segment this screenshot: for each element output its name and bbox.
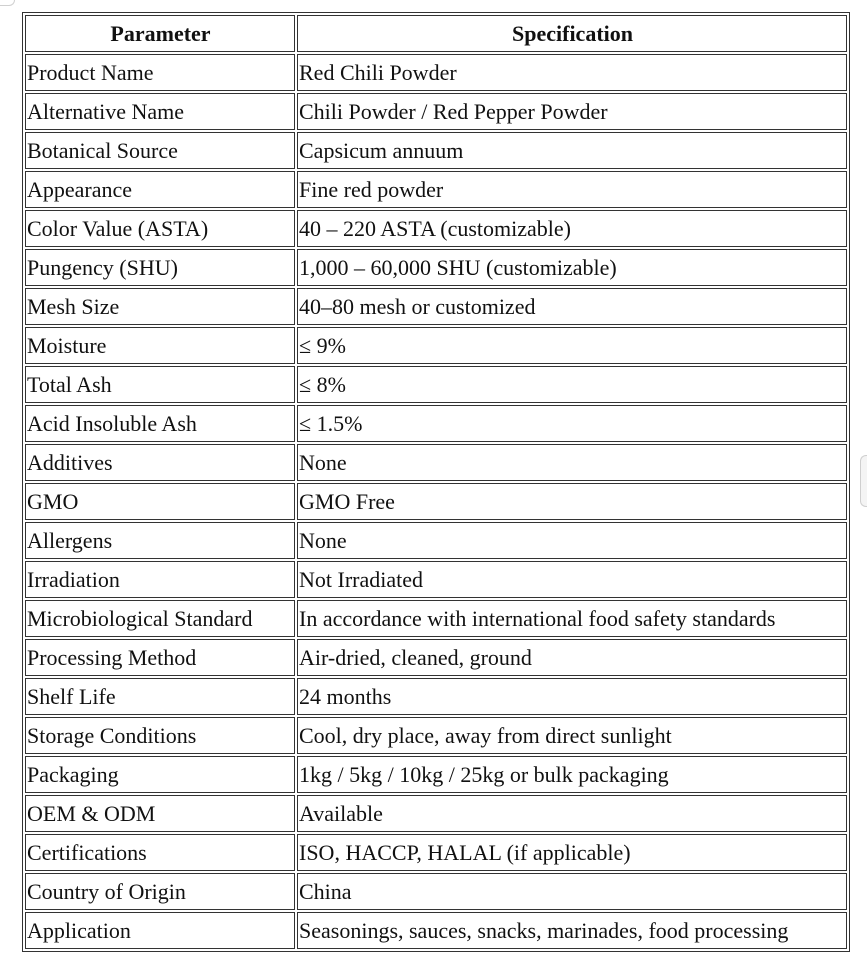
window-corner	[0, 0, 15, 6]
column-header-parameter: Parameter	[25, 15, 295, 52]
specification-cell: 24 months	[297, 678, 847, 715]
specification-cell: Chili Powder / Red Pepper Powder	[297, 93, 847, 130]
specification-cell: ≤ 1.5%	[297, 405, 847, 442]
parameter-cell: Additives	[25, 444, 295, 481]
table-header-row	[25, 15, 847, 52]
specification-cell: 1,000 – 60,000 SHU (customizable)	[297, 249, 847, 286]
table-row	[25, 93, 847, 130]
column-header-specification: Specification	[297, 15, 847, 52]
table-row	[25, 522, 847, 559]
table-row	[25, 132, 847, 169]
table-row	[25, 54, 847, 91]
table-row	[25, 873, 847, 910]
specification-cell: China	[297, 873, 847, 910]
spec-table	[22, 12, 850, 952]
parameter-cell: Alternative Name	[25, 93, 295, 130]
specification-cell: ISO, HACCP, HALAL (if applicable)	[297, 834, 847, 871]
table-row	[25, 912, 847, 949]
side-panel-handle[interactable]	[860, 455, 867, 507]
parameter-cell: Country of Origin	[25, 873, 295, 910]
parameter-cell: OEM & ODM	[25, 795, 295, 832]
specification-cell: Available	[297, 795, 847, 832]
specification-cell: Fine red powder	[297, 171, 847, 208]
spec-table-body	[25, 54, 847, 949]
table-row	[25, 483, 847, 520]
table-row	[25, 171, 847, 208]
parameter-cell: Appearance	[25, 171, 295, 208]
specification-cell: None	[297, 522, 847, 559]
table-row	[25, 795, 847, 832]
parameter-cell: Color Value (ASTA)	[25, 210, 295, 247]
table-row	[25, 327, 847, 364]
specification-cell: Cool, dry place, away from direct sunlight	[297, 717, 847, 754]
parameter-cell: Acid Insoluble Ash	[25, 405, 295, 442]
specification-cell: None	[297, 444, 847, 481]
parameter-cell: Pungency (SHU)	[25, 249, 295, 286]
table-row	[25, 288, 847, 325]
parameter-cell: Packaging	[25, 756, 295, 793]
specification-cell: ≤ 8%	[297, 366, 847, 403]
parameter-cell: Shelf Life	[25, 678, 295, 715]
table-row	[25, 834, 847, 871]
parameter-cell: Moisture	[25, 327, 295, 364]
table-row	[25, 717, 847, 754]
specification-cell: Red Chili Powder	[297, 54, 847, 91]
parameter-cell: Microbiological Standard	[25, 600, 295, 637]
table-row	[25, 678, 847, 715]
parameter-cell: Botanical Source	[25, 132, 295, 169]
specification-cell: Not Irradiated	[297, 561, 847, 598]
table-row	[25, 444, 847, 481]
specification-cell: In accordance with international food safety standards	[297, 600, 847, 637]
spec-table-container	[22, 12, 850, 952]
specification-cell: Air-dried, cleaned, ground	[297, 639, 847, 676]
parameter-cell: Irradiation	[25, 561, 295, 598]
parameter-cell: Certifications	[25, 834, 295, 871]
parameter-cell: Allergens	[25, 522, 295, 559]
specification-cell: Seasonings, sauces, snacks, marinades, food processing	[297, 912, 847, 949]
parameter-cell: Storage Conditions	[25, 717, 295, 754]
table-row	[25, 405, 847, 442]
specification-cell: GMO Free	[297, 483, 847, 520]
specification-cell: Capsicum annuum	[297, 132, 847, 169]
table-row	[25, 210, 847, 247]
table-row	[25, 756, 847, 793]
table-row	[25, 366, 847, 403]
table-row	[25, 600, 847, 637]
specification-cell: 40 – 220 ASTA (customizable)	[297, 210, 847, 247]
parameter-cell: Application	[25, 912, 295, 949]
parameter-cell: Processing Method	[25, 639, 295, 676]
parameter-cell: Total Ash	[25, 366, 295, 403]
table-row	[25, 249, 847, 286]
parameter-cell: GMO	[25, 483, 295, 520]
parameter-cell: Mesh Size	[25, 288, 295, 325]
table-row	[25, 639, 847, 676]
specification-cell: 1kg / 5kg / 10kg / 25kg or bulk packaging	[297, 756, 847, 793]
specification-cell: 40–80 mesh or customized	[297, 288, 847, 325]
parameter-cell: Product Name	[25, 54, 295, 91]
table-row	[25, 561, 847, 598]
specification-cell: ≤ 9%	[297, 327, 847, 364]
